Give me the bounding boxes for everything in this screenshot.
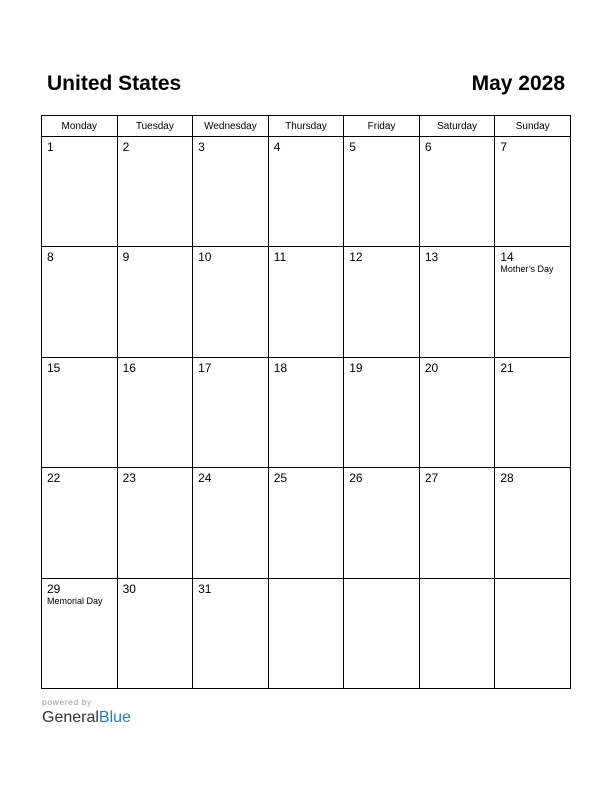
day-cell [117,357,193,467]
weekday-saturday: Saturday [419,116,495,137]
day-number: 13 [424,250,439,265]
week-row [42,247,571,357]
day-cell [193,578,269,688]
day-cell [42,137,118,247]
day-number: 17 [198,360,212,375]
day-number: 14 [500,250,514,265]
day-cell [419,357,495,467]
day-number: 5 [349,140,356,154]
powered-by-text: powered by [42,697,92,707]
holiday-label: Memorial Day [47,595,103,606]
day-number [420,579,495,582]
holiday-label: Mother’s Day [500,264,554,275]
day-number: 18 [273,360,288,375]
day-number: 8 [47,250,54,265]
day-cell [268,137,344,247]
day-number: 30 [122,581,136,596]
day-cell [42,357,118,467]
logo-text-general: General [42,709,99,726]
day-number: 2 [122,140,130,154]
day-number: 12 [349,250,363,265]
week-row [42,357,571,467]
day-number: 16 [122,360,136,375]
weekday-sunday: Sunday [495,116,571,137]
weekday-wednesday: Wednesday [193,116,269,137]
empty-cell [268,578,344,688]
brand-block [42,697,131,728]
day-number: 31 [198,581,212,596]
day-number: 11 [273,250,287,265]
day-cell [344,247,420,357]
day-cell [117,137,193,247]
day-number: 7 [500,140,508,154]
day-cell [419,137,495,247]
day-number: 4 [273,140,281,154]
day-cell [42,468,118,578]
day-cell [42,247,118,357]
day-number [344,579,419,582]
day-cell [419,468,495,578]
weekday-friday: Friday [344,116,420,137]
day-cell [193,247,269,357]
day-number [269,579,344,582]
day-number: 23 [122,471,136,486]
generalblue-logo[interactable] [42,708,131,728]
day-cell [495,357,571,467]
day-cell [419,247,495,357]
weekday-tuesday: Tuesday [117,116,193,137]
week-row [42,137,571,247]
day-number: 19 [349,360,363,375]
day-cell [193,468,269,578]
day-number: 6 [424,140,432,154]
day-cell [117,468,193,578]
empty-cell [495,578,571,688]
day-cell [495,137,571,247]
day-cell [495,468,571,578]
day-cell [193,137,269,247]
day-cell [268,247,344,357]
weekday-thursday: Thursday [268,116,344,137]
day-cell [117,247,193,357]
day-number: 25 [273,471,288,486]
day-number: 26 [349,471,363,486]
day-cell [495,247,571,357]
day-cell [268,357,344,467]
day-number: 29 [47,581,61,596]
day-number: 20 [424,360,439,375]
empty-cell [344,578,420,688]
day-number: 3 [198,140,205,154]
day-number: 9 [122,250,130,265]
day-cell [42,578,118,688]
week-row [42,578,571,688]
calendar-grid [41,115,571,689]
day-number: 21 [500,360,514,375]
day-cell [344,357,420,467]
weekday-monday: Monday [42,116,118,137]
weekday-header-row [42,116,571,137]
day-number: 27 [424,471,439,486]
day-number: 22 [47,471,61,486]
day-number: 24 [198,471,212,486]
day-cell [344,468,420,578]
month-year-title: May 2028 [471,72,565,95]
day-cell [193,357,269,467]
day-number [495,579,570,582]
day-number: 15 [47,360,61,375]
day-cell [344,137,420,247]
country-title: United States [47,72,182,95]
day-cell [268,468,344,578]
day-number: 1 [47,140,54,154]
week-row [42,468,571,578]
day-number: 10 [198,250,212,265]
logo-text-blue: Blue [98,709,131,726]
empty-cell [419,578,495,688]
day-cell [117,578,193,688]
day-number: 28 [500,471,514,486]
